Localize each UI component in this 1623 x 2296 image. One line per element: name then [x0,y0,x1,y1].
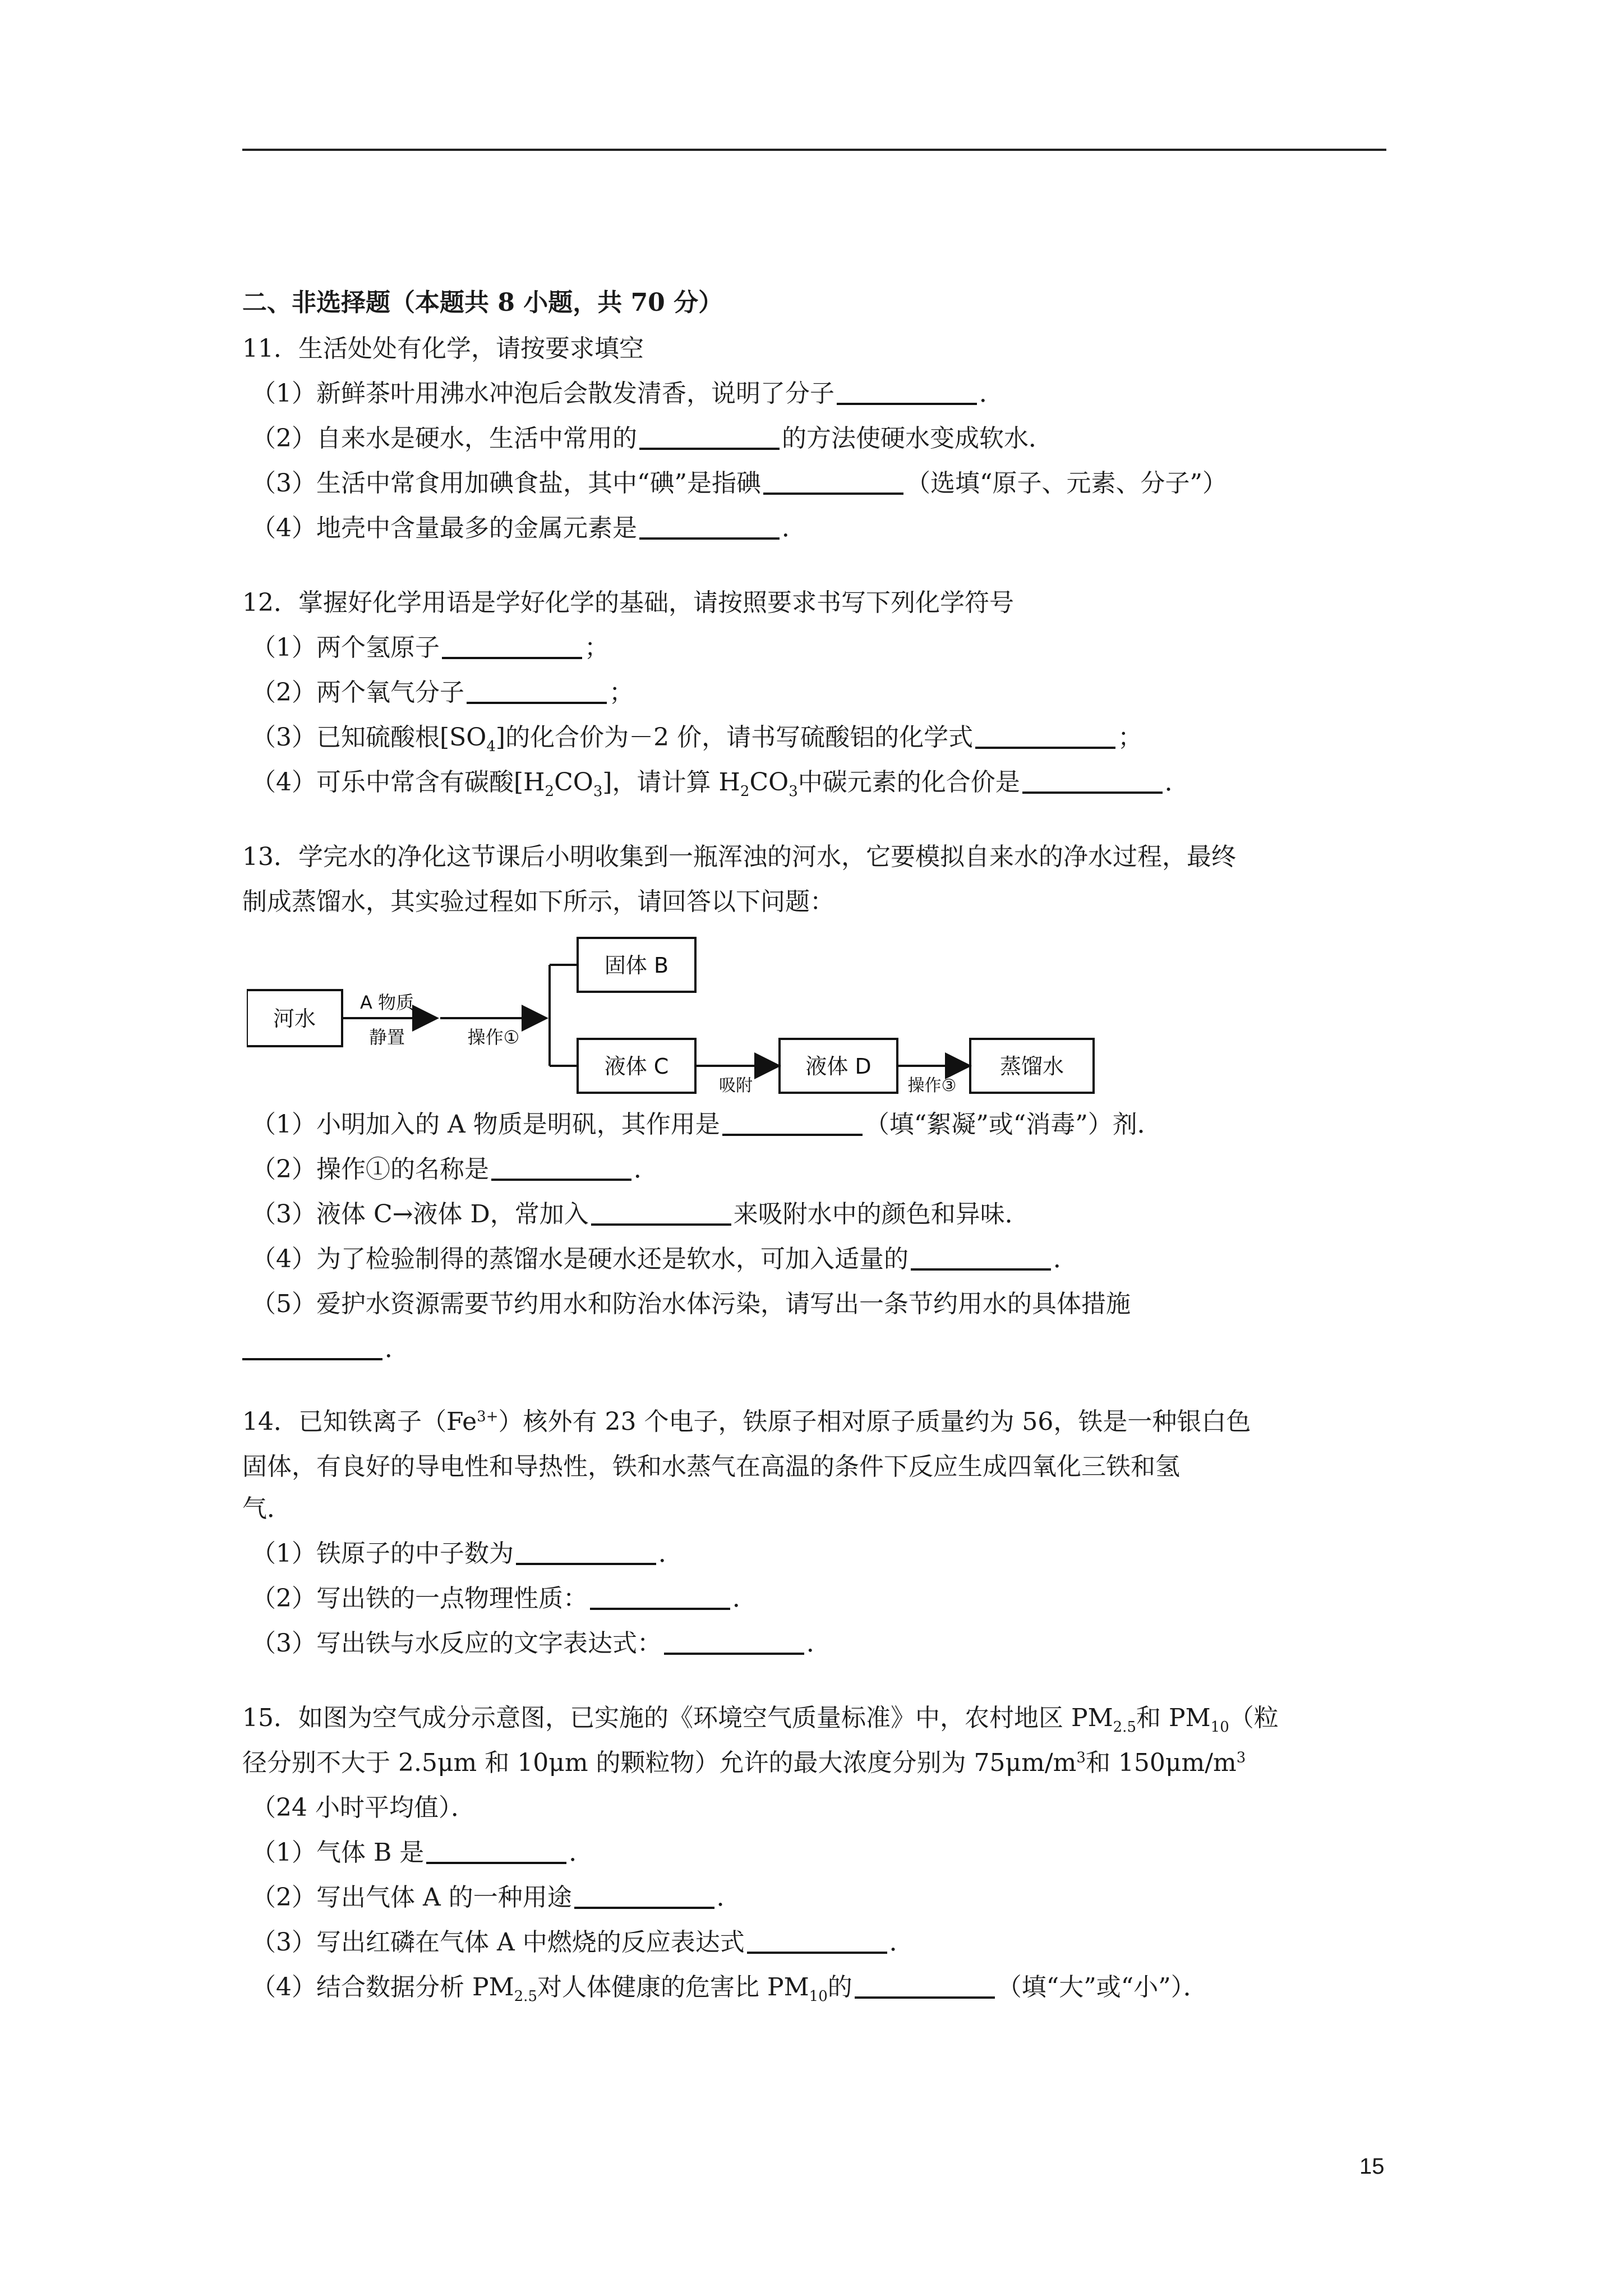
q11-part1: （1）新鲜茶叶用沸水冲泡后会散发清香，说明了分子 ． [251,379,1004,408]
q14-stem-line2: 固体，有良好的导电性和导热性，铁和水蒸气在高温的条件下反应生成四氧化三铁和氢 [242,1452,1180,1481]
answer-blank[interactable] [242,1333,382,1360]
answer-blank[interactable] [1022,767,1163,794]
flow-liquid-c-label: 液体 C [604,1054,669,1079]
answer-blank[interactable] [639,423,780,450]
q13-part5-answer: ． [242,1332,409,1366]
q11-stem: 11．生活处处有化学，请按要求填空 [242,334,644,363]
q11-part2: （2）自来水是硬水，生活中常用的 的方法使硬水变成软水． [251,424,1053,453]
q15-part3: （3）写出红磷在气体 A 中燃烧的反应表达式 ． [251,1928,914,1957]
answer-blank[interactable] [722,1109,863,1136]
q12-part3: （3）已知硫酸根$[SO_4]$的化合价为－2 价，请书写硫酸铝的化学式 ； [251,723,1143,755]
answer-blank[interactable] [467,677,607,704]
answer-blank[interactable] [574,1882,714,1909]
q13-stem-line2: 制成蒸馏水，其实验过程如下所示，请回答以下问题： [242,887,834,916]
header-rule [242,149,1386,151]
q15-stem-line3: （24 小时平均值）． [251,1793,476,1822]
q13-part5: （5）爱护水资源需要节约用水和防治水体污染，请写出一条节约用水的具体措施 [251,1290,1131,1318]
answer-blank[interactable] [639,513,780,540]
q15-part4: （4）结合数据分析 $PM_{2.5}$对人体健康的危害比 $PM_{10}$的 （填“大”或“小”）． [251,1973,1208,2005]
q15-part2: （2）写出气体 A 的一种用途 ． [251,1883,741,1912]
flow-liquid-d-label: 液体 D [805,1054,872,1079]
flow-op3-label: 操作③ [907,1076,957,1096]
answer-blank[interactable] [763,468,903,495]
answer-blank[interactable] [516,1538,656,1565]
q13-part4: （4）为了检验制得的蒸馏水是硬水还是软水，可加入适量的 ． [251,1245,1078,1273]
flow-op1-label: 操作① [467,1027,520,1048]
answer-blank[interactable] [591,1199,731,1226]
q12-part1: （1）两个氢原子 ； [251,633,609,662]
q13-stem-line1: 13．学完水的净化这节课后小明收集到一瓶浑浊的河水，它要模拟自来水的净水过程，最终 [242,843,1236,871]
q14-part2: （2）写出铁的一点物理性质： ． [251,1584,757,1613]
section-title: 二、非选择题（本题共 8 小题，共 70 分） [242,288,723,317]
flow-distilled-label: 蒸馏水 [999,1054,1064,1079]
answer-blank[interactable] [442,632,582,659]
flow-solid-b-label: 固体 B [604,953,669,978]
q12-part2: （2）两个氧气分子 ； [251,678,634,707]
water-purification-flowchart [247,931,1099,1099]
flow-river-label: 河水 [273,1006,316,1031]
flow-adsorb-label: 吸附 [719,1076,753,1096]
q13-part3: （3）液体 C→液体 D，常加入 来吸附水中的颜色和异味． [251,1200,1030,1228]
q14-stem-line3: 气． [242,1494,292,1523]
answer-blank[interactable] [590,1583,730,1610]
q12-part4: （4）可乐中常含有碳酸$[H_2CO_3]$，请计算 $H_2CO_3$中碳元素的化合价是 ． [251,768,1189,800]
q11-part4: （4）地壳中含量最多的金属元素是 ． [251,514,806,542]
flow-a-substance-label: A 物质 [359,992,414,1013]
q15-part1: （1）气体 B 是 ． [251,1838,594,1867]
q15-stem-line2: 径分别不大于 2.5μm 和 10μm 的颗粒物）允许的最大浓度分别为 $75\mu m/m^3$和 $150\mu m/m^3$ [242,1749,1246,1777]
answer-blank[interactable] [837,378,977,405]
q14-stem-line1: 14．已知铁离子$(Fe^{3+})$核外有 23 个电子，铁原子相对原子质量约为 56，铁是一种银白色 [242,1407,1251,1436]
answer-blank[interactable] [747,1927,887,1954]
q13-part2: （2）操作①的名称是 ． [251,1155,658,1184]
answer-blank[interactable] [664,1628,804,1655]
flow-settle-label: 静置 [368,1027,405,1048]
q12-stem: 12．掌握好化学用语是学好化学的基础，请按照要求书写下列化学符号 [242,588,1014,617]
answer-blank[interactable] [491,1154,631,1181]
q11-part3: （3）生活中常食用加碘食盐，其中“碘”是指碘 （选填“原子、元素、分子”） [251,469,1227,498]
q15-stem-line1: 15．如图为空气成分示意图，已实施的《环境空气质量标准》中，农村地区 $PM_{2.5}$和 $PM_{10}$（粒 [242,1704,1279,1736]
q13-part1: （1）小明加入的 A 物质是明矾，其作用是 （填“絮凝”或“消毒”）剂． [251,1110,1162,1139]
answer-blank[interactable] [426,1837,566,1864]
page-number: 15 [1359,2154,1385,2179]
answer-blank[interactable] [911,1244,1051,1271]
answer-blank[interactable] [855,1972,995,1999]
answer-blank[interactable] [975,722,1115,749]
q14-part1: （1）铁原子的中子数为 ． [251,1539,683,1568]
q14-part3: （3）写出铁与水反应的文字表达式： ． [251,1629,831,1658]
